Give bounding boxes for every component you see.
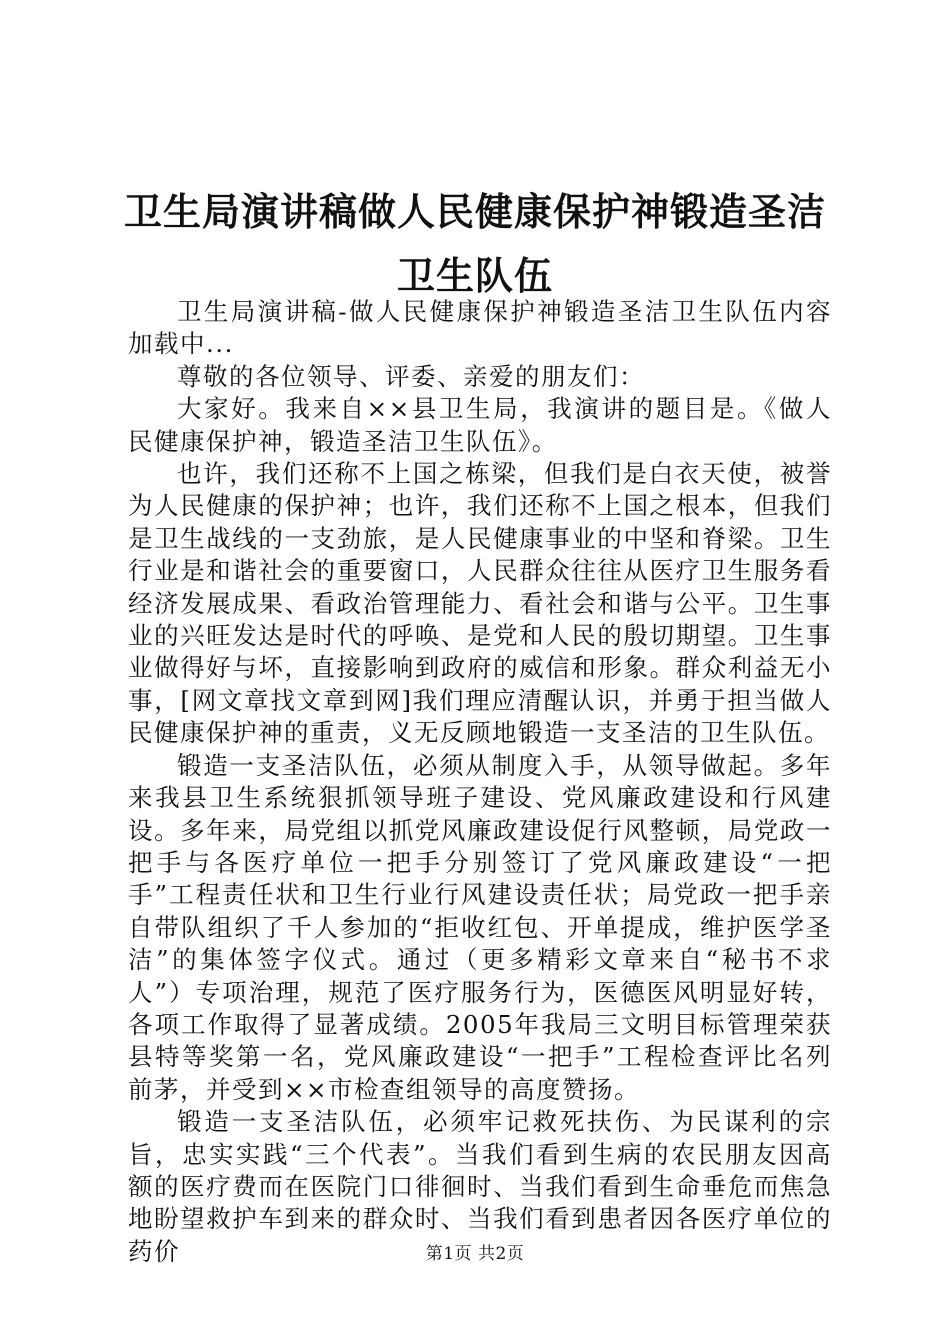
paragraph-greeting: 大家好。我来自××县卫生局，我演讲的题目是。《做人民健康保护神，锻造圣洁卫生队伍》。 [128, 394, 832, 456]
paragraph-salutation: 尊敬的各位领导、评委、亲爱的朋友们： [177, 361, 645, 391]
paragraph-body-2: 锻造一支圣洁队伍，必须从制度入手，从领导做起。多年来我县卫生系统狠抓领导班子建设、党风廉政建设和行风建设。多年来，局党组以抓党风廉政建设促行风整顿，局党政一把手与各医疗单位一把手分别签订了党风廉政建设“一把手”工程责任状和卫生行业行风建设责任状；局党政一把手亲自带队组织了千人参加的“拒收红包、开单提成，维护医学圣洁”的集体签字仪式。通过（更多精彩文章来自“秘书不求人”）专项治理，规范了医疗服务行为，医德医风明显好转，各项工作取得了显著成绩。2005年我局三文明目标管理荣获县特等奖第一名，党风廉政建设“一把手”工程检查评比名列前茅，并受到××市检查组领导的高度赞扬。 [128, 750, 832, 1104]
document-title: 卫生局演讲稿做人民健康保护神锻造圣洁卫生队伍 [123, 189, 826, 298]
paragraph-body-3: 锻造一支圣洁队伍，必须牢记救死扶伤、为民谋利的宗旨，忠实实践“三个代表”。当我们看到生病的农民朋友因高额的医疗费而在医院门口徘徊时、当我们看到生命垂危而焦急地盼望救护车到来的群众时、当我们看到患者因各医疗单位的药价 [128, 1107, 832, 1266]
paragraph-intro: 卫生局演讲稿-做人民健康保护神锻造圣洁卫生队伍内容加载中... [128, 297, 832, 359]
page-footer: 第1页 共2页 [425, 1244, 525, 1264]
paragraph-body-1: 也许，我们还称不上国之栋梁，但我们是白衣天使，被誉为人民健康的保护神；也许，我们还称不上国之根本，但我们是卫生战线的一支劲旅，是人民健康事业的中坚和脊梁。卫生行业是和谐社会的重要窗口，人民群众往往从医疗卫生服务看经济发展成果、看政治管理能力、看社会和谐与公平。卫生事业的兴旺发达是时代的呼唤、是党和人民的殷切期望。卫生事业做得好与坏，直接影响到政府的威信和形象。群众利益无小事，[网文章找文章到网]我们理应清醒认识，并勇于担当做人民健康保护神的重责，义无反顾地锻造一支圣洁的卫生队伍。 [128, 459, 832, 748]
document-body [128, 296, 832, 1268]
